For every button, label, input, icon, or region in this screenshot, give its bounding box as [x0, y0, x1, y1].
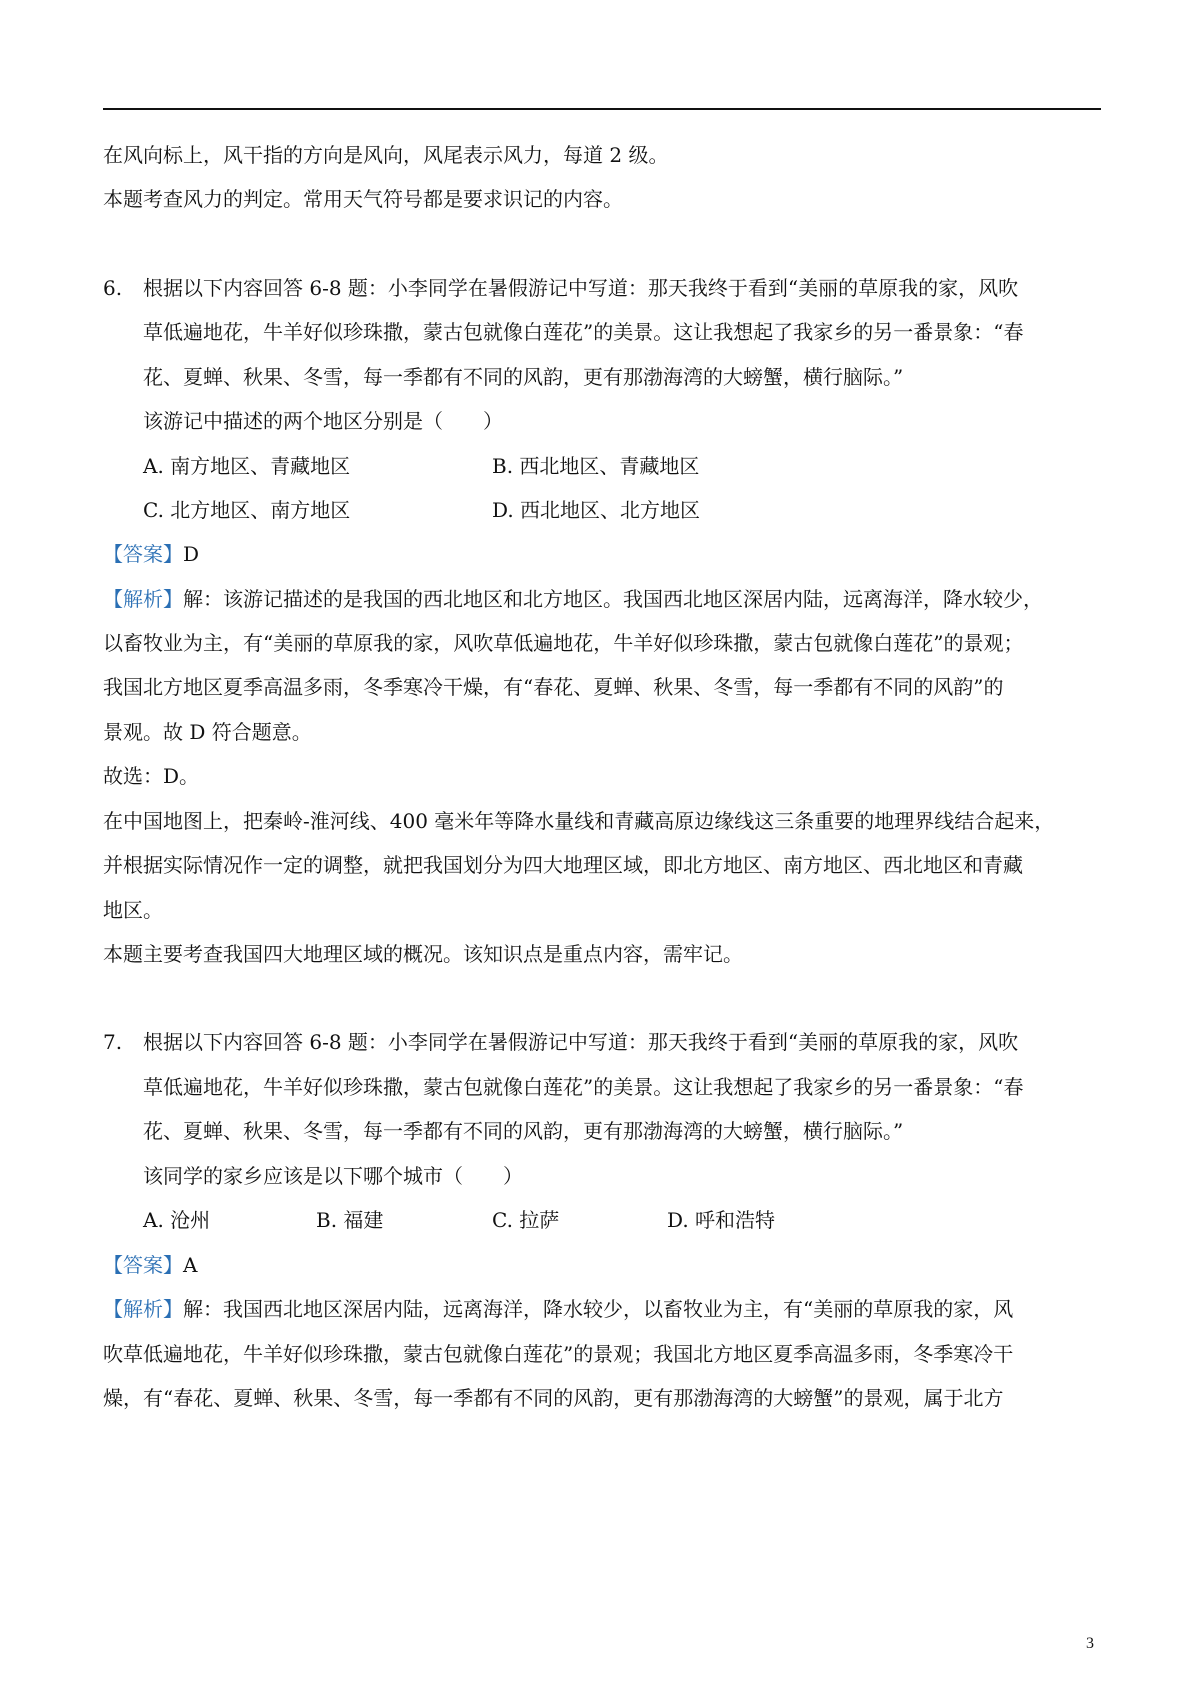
analysis-text: 解：我国西北地区深居内陆，远离海洋，降水较少，以畜牧业为主，有“美丽的草原我的家，风 — [183, 1297, 1014, 1321]
question-stem-line: 根据以下内容回答 6-8 题：小李同学在暑假游记中写道：那天我终于看到“美丽的草原我的家，风吹 — [143, 276, 1019, 300]
option-b: B. 西北地区、青藏地区 — [492, 454, 700, 478]
analysis-line: 景观。故 D 符合题意。 — [103, 720, 312, 744]
analysis-label: 【解析】 — [103, 587, 183, 611]
question-number: 7. — [103, 1030, 123, 1054]
question-number: 6. — [103, 276, 123, 300]
analysis-line: 并根据实际情况作一定的调整，就把我国划分为四大地理区域，即北方地区、南方地区、西北地区和青藏 — [103, 853, 1023, 877]
page-number: 3 — [1086, 1635, 1094, 1652]
question-stem-line: 花、夏蝉、秋果、冬雪，每一季都有不同的风韵，更有那渤海湾的大螃蟹，横行脑际。” — [143, 1119, 904, 1143]
option-a: A. 南方地区、青藏地区 — [143, 454, 351, 478]
intro-line: 在风向标上，风干指的方向是风向，风尾表示风力，每道 2 级。 — [103, 143, 669, 167]
question-stem-line: 草低遍地花，牛羊好似珍珠撒，蒙古包就像白莲花”的美景。这让我想起了我家乡的另一番景象：“春 — [143, 1075, 1024, 1099]
answer-label: 【答案】 — [103, 1253, 183, 1277]
option-d: D. 呼和浩特 — [667, 1208, 776, 1232]
analysis-line: 在中国地图上，把秦岭-淮河线、400 毫米年等降水量线和青藏高原边缘线这三条重要的地理界线结合起来， — [103, 809, 1055, 833]
question-prompt: 该游记中描述的两个地区分别是（ ） — [143, 409, 503, 433]
answer-value: D — [183, 542, 200, 566]
question-prompt: 该同学的家乡应该是以下哪个城市（ ） — [143, 1164, 523, 1188]
analysis-text: 解：该游记描述的是我国的西北地区和北方地区。我国西北地区深居内陆，远离海洋，降水较少， — [183, 587, 1043, 611]
answer-label: 【答案】 — [103, 542, 183, 566]
analysis-line: 燥，有“春花、夏蝉、秋果、冬雪，每一季都有不同的风韵，更有那渤海湾的大螃蟹”的景观，属于北方 — [103, 1386, 1004, 1410]
analysis-line: 本题主要考查我国四大地理区域的概况。该知识点是重点内容，需牢记。 — [103, 942, 743, 966]
header-rule — [103, 108, 1101, 110]
answer-line — [103, 542, 199, 566]
analysis-label: 【解析】 — [103, 1297, 183, 1321]
analysis-line: 吹草低遍地花，牛羊好似珍珠撒，蒙古包就像白莲花”的景观；我国北方地区夏季高温多雨，冬季寒冷干 — [103, 1342, 1014, 1366]
intro-line: 本题考查风力的判定。常用天气符号都是要求识记的内容。 — [103, 187, 623, 211]
analysis-line: 以畜牧业为主，有“美丽的草原我的家，风吹草低遍地花，牛羊好似珍珠撒，蒙古包就像白莲花”的景观； — [103, 631, 1024, 655]
question-stem-line: 花、夏蝉、秋果、冬雪，每一季都有不同的风韵，更有那渤海湾的大螃蟹，横行脑际。” — [143, 365, 904, 389]
answer-line — [103, 1253, 197, 1277]
question-stem-line: 根据以下内容回答 6-8 题：小李同学在暑假游记中写道：那天我终于看到“美丽的草原我的家，风吹 — [143, 1030, 1019, 1054]
option-d: D. 西北地区、北方地区 — [492, 498, 701, 522]
analysis-line — [103, 587, 1043, 611]
analysis-line — [103, 1297, 1013, 1321]
analysis-line: 地区。 — [103, 898, 163, 922]
analysis-line: 我国北方地区夏季高温多雨，冬季寒冷干燥，有“春花、夏蝉、秋果、冬雪，每一季都有不同的风韵”的 — [103, 675, 1004, 699]
option-a: A. 沧州 — [143, 1208, 211, 1232]
option-c: C. 拉萨 — [492, 1208, 560, 1232]
option-c: C. 北方地区、南方地区 — [143, 498, 351, 522]
answer-value: A — [183, 1253, 198, 1277]
option-b: B. 福建 — [316, 1208, 384, 1232]
question-stem-line: 草低遍地花，牛羊好似珍珠撒，蒙古包就像白莲花”的美景。这让我想起了我家乡的另一番景象：“春 — [143, 320, 1024, 344]
analysis-line: 故选：D。 — [103, 764, 200, 788]
